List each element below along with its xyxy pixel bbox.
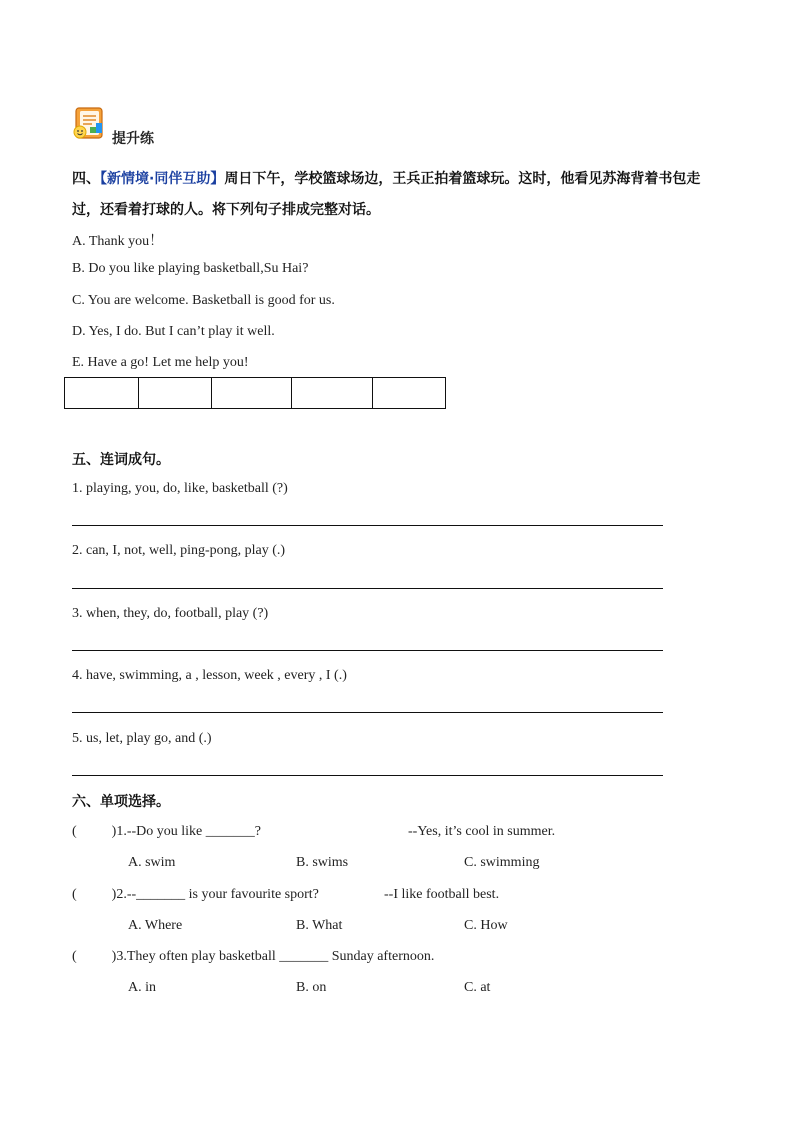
answer-line[interactable] [72,650,663,651]
sentence-item-3: 3. when, they, do, football, play (?) [72,606,269,621]
question-2-stem: ( )2.--_______ is your favourite sport? [72,887,319,902]
answer-line[interactable] [72,525,663,526]
part4-number: 四、 [72,171,100,187]
sentence-item-5: 5. us, let, play go, and (.) [72,731,212,746]
notebook-icon [72,106,108,142]
part6-heading: 六、单项选择。 [72,794,170,810]
answer-line[interactable] [72,712,663,713]
question-3-stem: ( )3.They often play basketball _______ Sunday afternoon. [72,949,435,964]
part4-instruction: 周日下午，学校篮球场边，王兵正拍着篮球玩。这时，他看见苏海背着书包走过，还看着打球的人。将下列句子排成完整对话。 [72,171,701,218]
order-answer-table [64,377,446,409]
q1-choice-c[interactable]: C. swimming [464,855,540,870]
q3-choice-b[interactable]: B. on [296,980,327,995]
option-c: C. You are welcome. Basketball is good for us. [72,293,335,308]
option-e: E. Have a go! Let me help you! [72,355,249,370]
question-2-reply: --I like football best. [384,887,500,902]
answer-cell[interactable] [373,378,446,409]
option-b: B. Do you like playing basketball,Su Hai? [72,261,309,276]
answer-cell[interactable] [292,378,373,409]
part4-heading [72,164,722,226]
answer-cell[interactable] [65,378,139,409]
q1-choice-a[interactable]: A. swim [128,855,176,870]
q2-choice-a[interactable]: A. Where [128,918,183,933]
section-label: 提升练 [112,131,154,147]
question-1-reply: --Yes, it’s cool in summer. [408,824,556,839]
q2-choice-b[interactable]: B. What [296,918,343,933]
q2-choice-c[interactable]: C. How [464,918,508,933]
part5-heading: 五、连词成句。 [72,452,170,468]
sentence-item-2: 2. can, I, not, well, ping-pong, play (.) [72,543,286,558]
sentence-item-1: 1. playing, you, do, like, basketball (?) [72,481,288,496]
option-a: A. Thank you！ [72,234,164,249]
answer-cell[interactable] [139,378,212,409]
answer-line[interactable] [72,775,663,776]
sentence-item-4: 4. have, swimming, a , lesson, week , every , I (.) [72,668,347,683]
q3-choice-a[interactable]: A. in [128,980,156,995]
option-d: D. Yes, I do. But I can’t play it well. [72,324,275,339]
question-1-stem: ( )1.--Do you like _______? [72,824,261,839]
q1-choice-b[interactable]: B. swims [296,855,349,870]
answer-line[interactable] [72,588,663,589]
q3-choice-c[interactable]: C. at [464,980,491,995]
answer-cell[interactable] [212,378,292,409]
part4-tag: 【新情境·同伴互助】 [100,171,225,187]
